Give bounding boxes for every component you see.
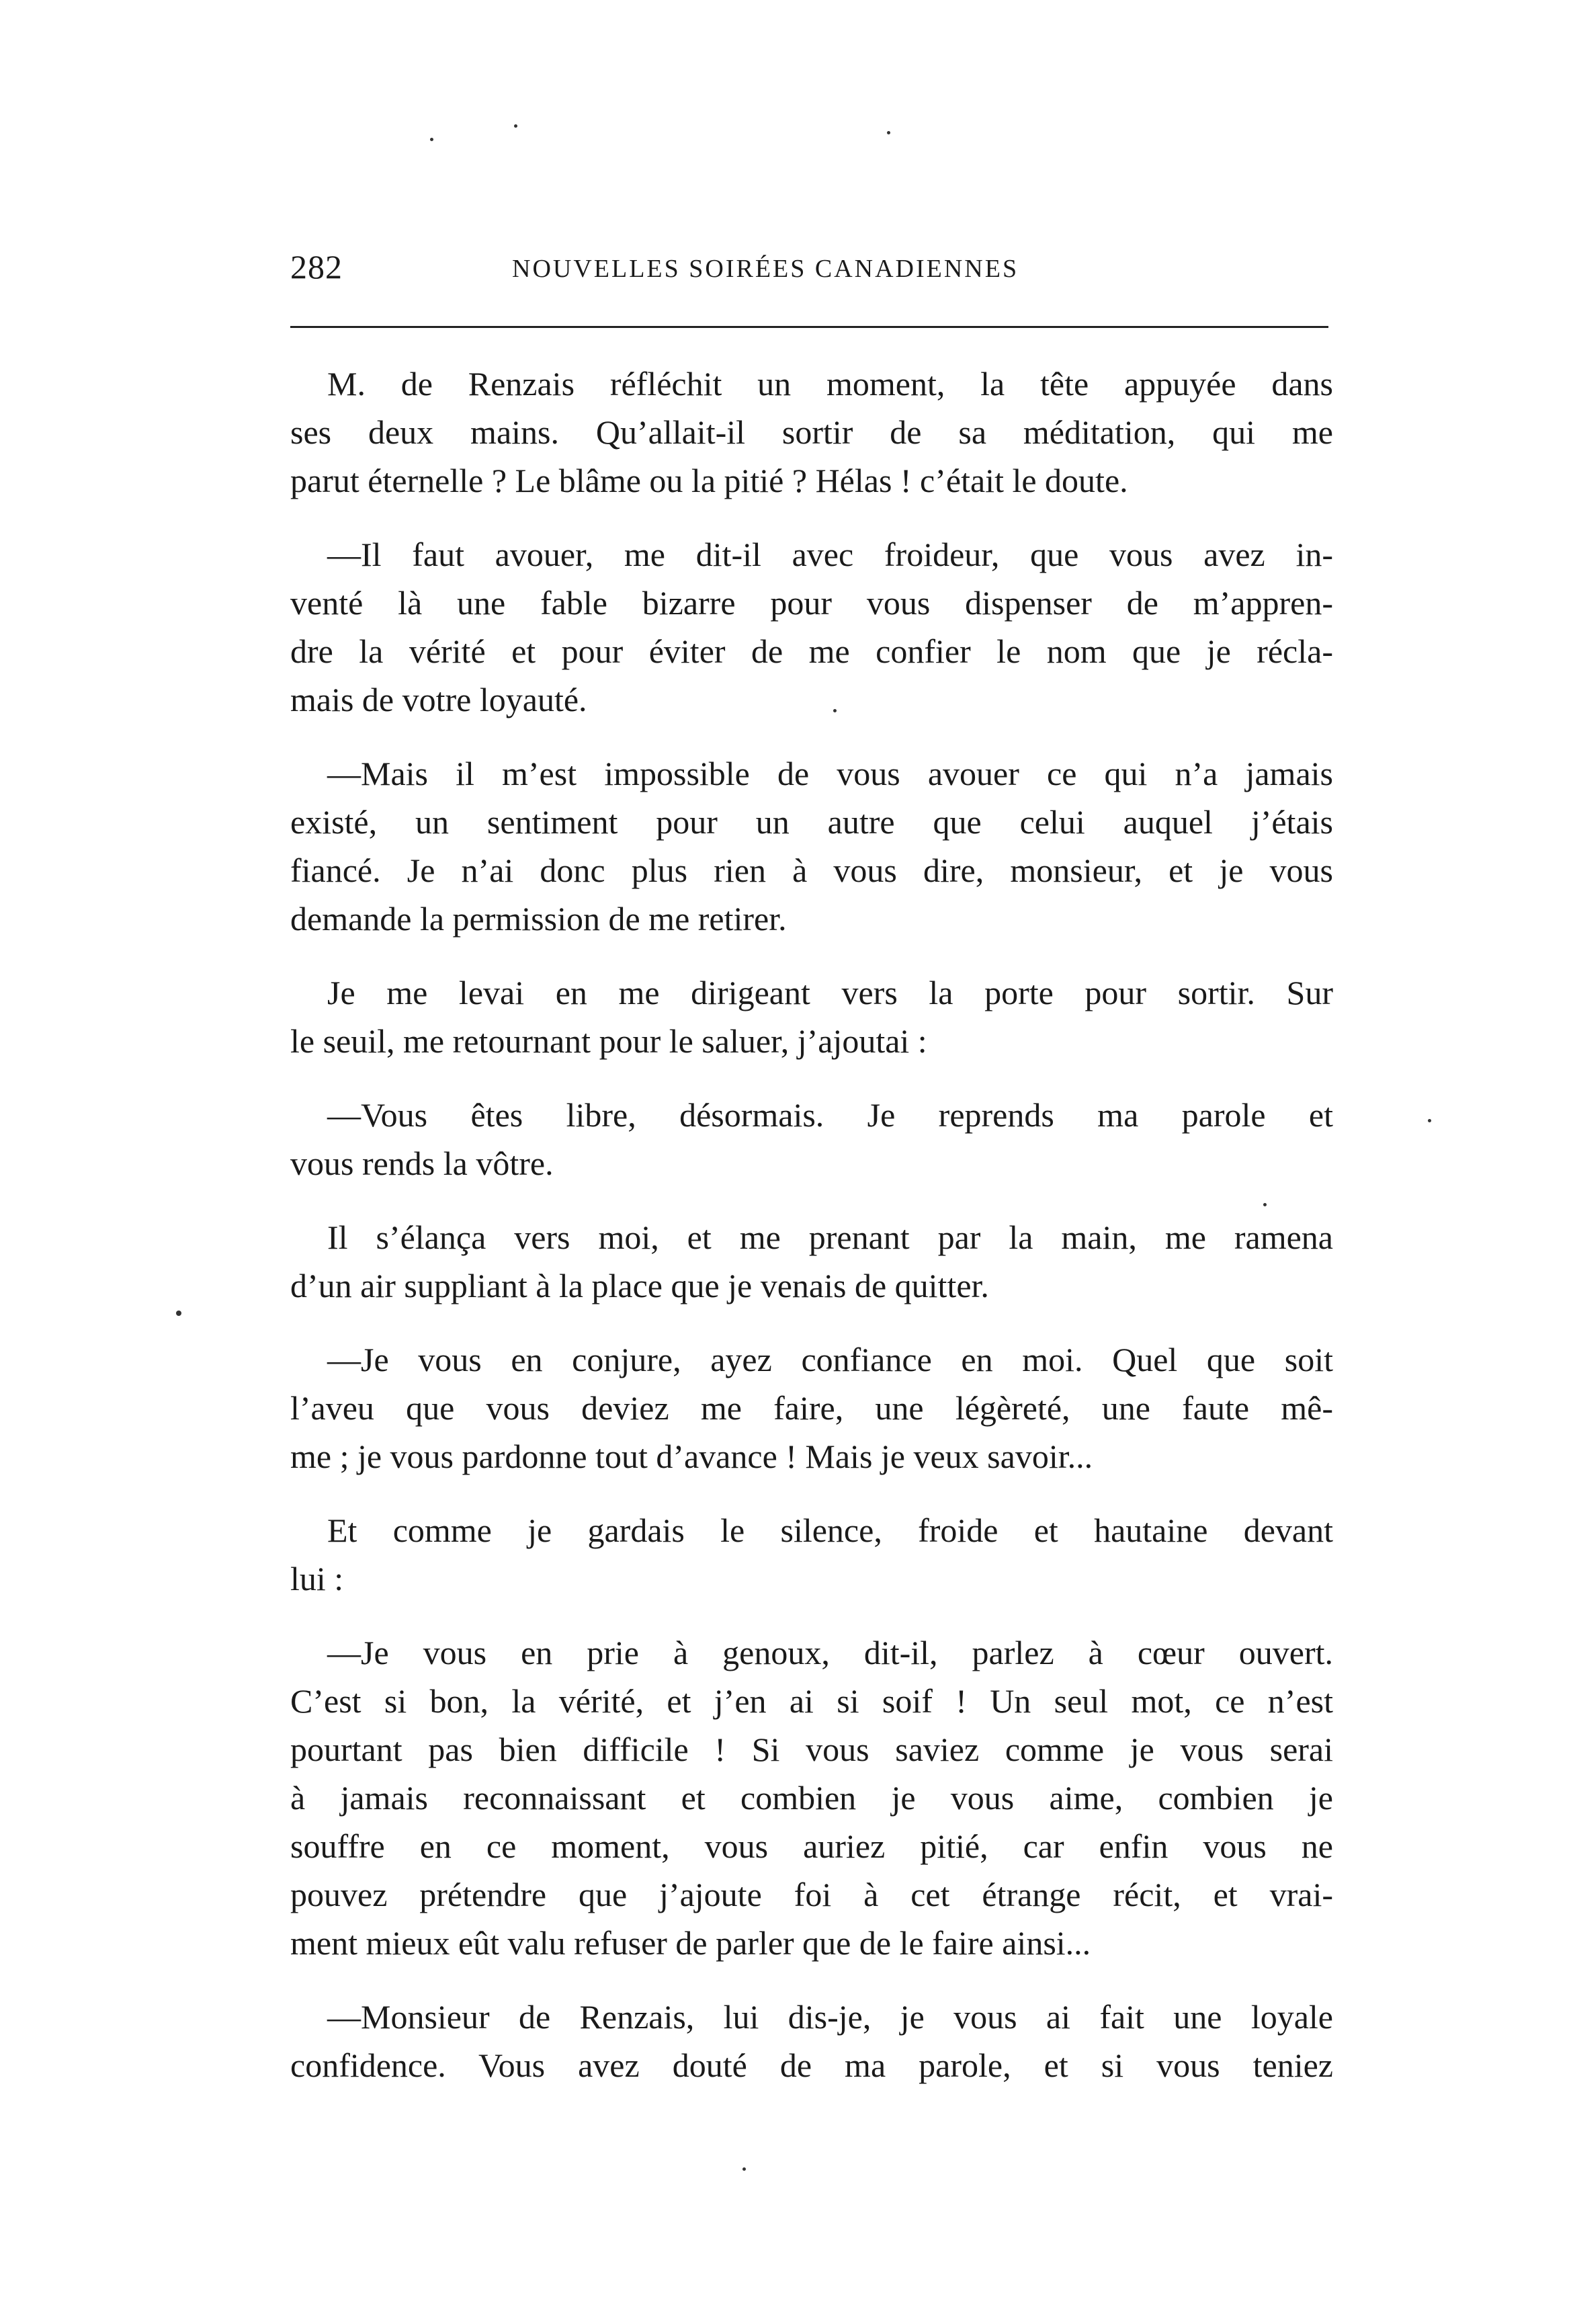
text-line: me ; je vous pardonne tout d’avance ! Mais je veux savoir... bbox=[290, 1438, 1093, 1475]
print-speck bbox=[833, 709, 837, 712]
text-line: —Vous êtes libre, désormais. Je reprends ma parole et bbox=[327, 1096, 1333, 1134]
running-title: NOUVELLES SOIRÉES CANADIENNES bbox=[512, 255, 1019, 283]
print-speck bbox=[1263, 1203, 1267, 1206]
page-header bbox=[290, 247, 1332, 288]
text-line: venté là une fable bizarre pour vous dispenser de m’appren- bbox=[290, 584, 1333, 622]
text-line: d’un air suppliant à la place que je venais de quitter. bbox=[290, 1267, 989, 1304]
header-rule bbox=[290, 326, 1328, 328]
paragraph bbox=[290, 1506, 1333, 1603]
paragraph bbox=[290, 1628, 1333, 1967]
text-line: à jamais reconnaissant et combien je vous aime, combien je bbox=[290, 1779, 1333, 1817]
print-speck bbox=[514, 124, 517, 128]
text-line: —Monsieur de Renzais, lui dis-je, je vous ai fait une loyale bbox=[327, 1998, 1333, 2036]
print-speck bbox=[742, 2167, 746, 2171]
text-line: —Il faut avouer, me dit-il avec froideur, que vous avez in- bbox=[327, 536, 1333, 573]
text-line: souffre en ce moment, vous auriez pitié, car enfin vous ne bbox=[290, 1827, 1333, 1865]
paragraph bbox=[290, 1335, 1333, 1481]
text-line: —Je vous en conjure, ayez confiance en moi. Quel que soit bbox=[327, 1341, 1333, 1378]
text-line: Je me levai en me dirigeant vers la porte pour sortir. Sur bbox=[327, 974, 1333, 1011]
text-line: confidence. Vous avez douté de ma parole, et si vous teniez bbox=[290, 2046, 1333, 2084]
text-line: Et comme je gardais le silence, froide et hautaine devant bbox=[327, 1511, 1333, 1549]
text-line: mais de votre loyauté. bbox=[290, 681, 587, 718]
print-speck bbox=[176, 1311, 181, 1316]
text-line: existé, un sentiment pour un autre que celui auquel j’étais bbox=[290, 803, 1333, 841]
text-line: Il s’élança vers moi, et me prenant par la main, me ramena bbox=[327, 1218, 1333, 1256]
text-line: pourtant pas bien difficile ! Si vous saviez comme je vous serai bbox=[290, 1731, 1333, 1768]
paragraph bbox=[290, 530, 1333, 724]
text-line: lui : bbox=[290, 1560, 344, 1597]
paragraph bbox=[290, 749, 1333, 943]
text-line: ses deux mains. Qu’allait-il sortir de sa méditation, qui me bbox=[290, 413, 1333, 451]
text-line: l’aveu que vous deviez me faire, une légèreté, une faute mê- bbox=[290, 1389, 1333, 1427]
text-line: pouvez prétendre que j’ajoute foi à cet étrange récit, et vrai- bbox=[290, 1876, 1333, 1913]
print-speck bbox=[430, 138, 433, 141]
text-line: parut éternelle ? Le blâme ou la pitié ? Hélas ! c’était le doute. bbox=[290, 462, 1128, 499]
text-line: —Je vous en prie à genoux, dit-il, parlez à cœur ouvert. bbox=[327, 1634, 1333, 1671]
paragraph bbox=[290, 1213, 1333, 1310]
paragraph bbox=[290, 1993, 1333, 2089]
text-line: le seuil, me retournant pour le saluer, j’ajoutai : bbox=[290, 1022, 927, 1060]
text-line: M. de Renzais réfléchit un moment, la tête appuyée dans bbox=[327, 365, 1333, 403]
text-line: vous rends la vôtre. bbox=[290, 1145, 554, 1182]
print-speck bbox=[887, 131, 890, 134]
page-number: 282 bbox=[290, 248, 343, 286]
body-text bbox=[290, 360, 1333, 2115]
text-line: fiancé. Je n’ai donc plus rien à vous dire, monsieur, et je vous bbox=[290, 852, 1333, 889]
print-speck bbox=[1428, 1119, 1431, 1122]
text-line: ment mieux eût valu refuser de parler que de le faire ainsi... bbox=[290, 1924, 1091, 1962]
text-line: demande la permission de me retirer. bbox=[290, 900, 787, 938]
paragraph bbox=[290, 968, 1333, 1065]
text-line: C’est si bon, la vérité, et j’en ai si soif ! Un seul mot, ce n’est bbox=[290, 1682, 1333, 1720]
text-line: —Mais il m’est impossible de vous avouer ce qui n’a jamais bbox=[327, 755, 1333, 792]
paragraph bbox=[290, 360, 1333, 505]
paragraph bbox=[290, 1091, 1333, 1188]
text-line: dre la vérité et pour éviter de me confier le nom que je récla- bbox=[290, 632, 1333, 670]
